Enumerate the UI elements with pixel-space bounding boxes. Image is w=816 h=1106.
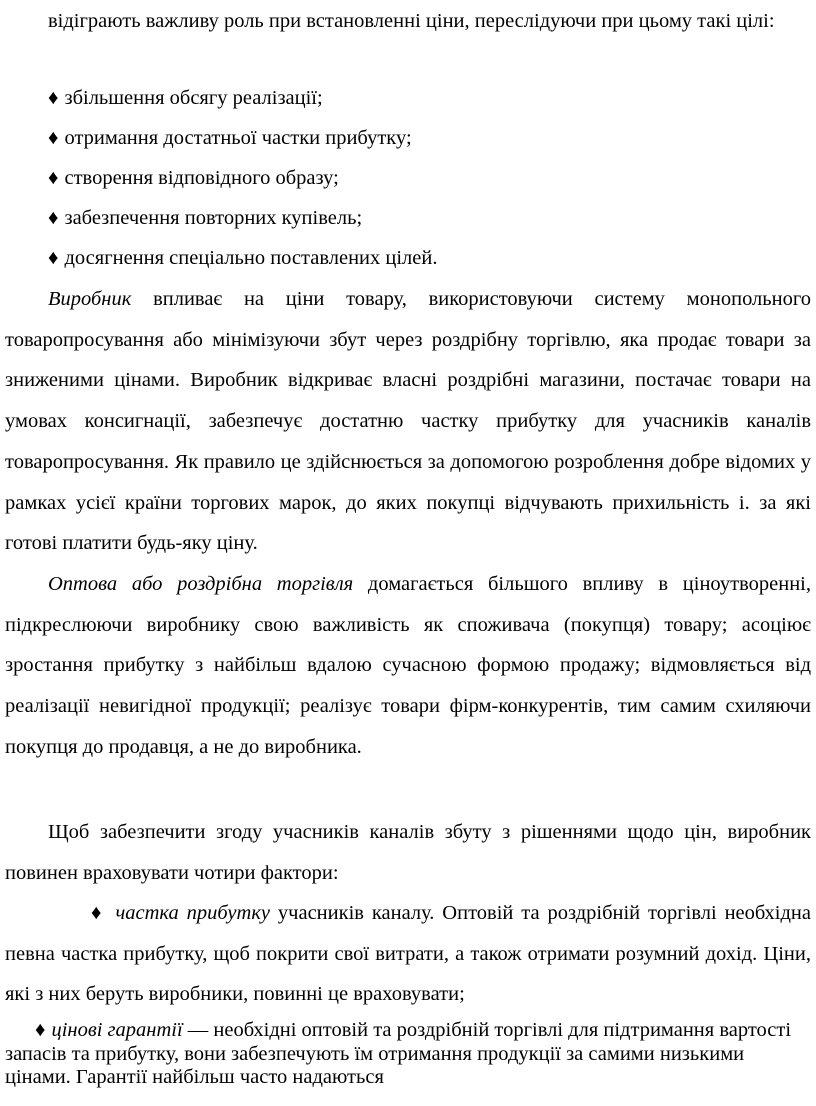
producer-term: Виробник (48, 288, 132, 310)
goal-text: збільшення обсягу реалізації; (64, 87, 323, 109)
goal-item (48, 78, 323, 118)
agreement-text: Щоб забезпечити згоду учасників каналів збуту з рішеннями щодо цін, виробник повинен враховувати чотири фактори: (5, 821, 811, 884)
bullet-diamond-icon: ♦ (48, 127, 59, 149)
factor-guarantee-term: цінові гарантії (51, 1019, 183, 1041)
factor-profit-text: учасників каналу. Оптовій та роздрібній торгівлі необхідна певна частка прибутку, щоб покрити свої витрати, а також отримати розумний дохід. Ціни, які з них беруть виробники, повинні це враховувати; (5, 902, 811, 1006)
bullet-diamond-icon: ♦ (91, 902, 102, 924)
producer-text: впливає на ціни товару, використовуючи систему монопольного товаропросування або мінімізуючи збут через роздрібну торгівлю, яка продає товари за зниженими цінами. Виробник відкриває власні роздрібні магазини, постачає товари на умовах консигнації, забезпечує достатню частку прибутку для учасників каналів товаропросування. Як правило це здійснюється за допомогою розроблення добре відомих у рамках усієї країни торгових марок, до яких покупці відчувають прихильність і. за які готові платити будь-яку ціну. (5, 288, 811, 555)
bullet-diamond-icon: ♦ (48, 207, 59, 229)
agreement-paragraph (5, 812, 811, 893)
goal-text: забезпечення повторних купівель; (64, 207, 363, 229)
goal-item (48, 238, 437, 278)
factor-profit-paragraph (5, 893, 811, 1015)
factor-guarantee-paragraph (5, 1019, 811, 1090)
bullet-diamond-icon: ♦ (35, 1019, 46, 1041)
intro-paragraph (5, 1, 811, 42)
intro-text: відіграють важливу роль при встановленні ціни, переслідуючи при цьому такі цілі: (48, 10, 775, 32)
goal-item (48, 198, 362, 238)
factor-guarantee-text: — необхідні оптовій та роздрібній торгівлі для підтримання вартості запасів та прибутку, вони забезпечують їм отримання продукції за самими низькими цінами. Гарантії найбільш часто надаються (5, 1019, 792, 1088)
trade-paragraph (5, 564, 811, 768)
goal-text: отримання достатньої частки прибутку; (64, 127, 412, 149)
goal-text: створення відповідного образу; (64, 167, 339, 189)
goal-item (48, 118, 412, 158)
bullet-diamond-icon: ♦ (48, 167, 59, 189)
goal-text: досягнення спеціально поставлених цілей. (64, 247, 438, 269)
factor-profit-term: частка прибутку (115, 902, 271, 924)
producer-paragraph (5, 279, 811, 564)
bullet-diamond-icon: ♦ (48, 247, 59, 269)
bullet-diamond-icon: ♦ (48, 87, 59, 109)
trade-text: домагається більшого впливу в ціноутворенні, підкреслюючи виробнику свою важливість як споживача (покупця) товару; асоціює зростання прибутку з найбільш вдалою сучасною формою продажу; відмовляється від реалізації невигідної продукції; реалізує товари фірм-конкурентів, тим самим схиляючи покупця до продавця, а не до виробника. (5, 573, 811, 758)
goal-item (48, 158, 339, 198)
trade-term: Оптова або роздрібна торгівля (48, 573, 354, 595)
